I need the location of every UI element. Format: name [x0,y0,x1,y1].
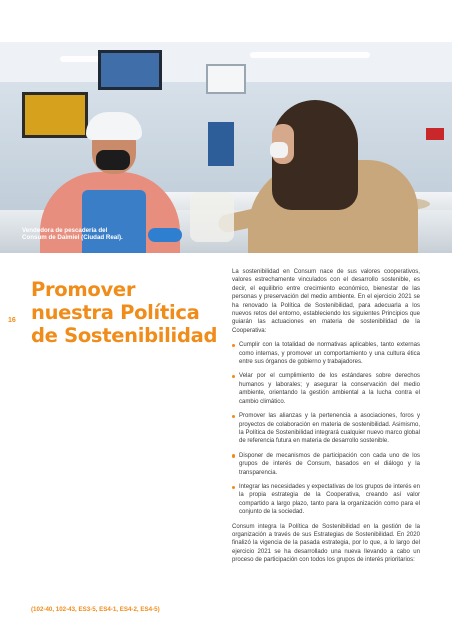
heading-line: Promover [31,278,136,301]
photo-caption: Vendedora de pescadería del Consum de Daimiel (Ciudad Real). [22,227,123,242]
body-column [232,268,420,571]
principle-text: Disponer de mecanismos de participación con cada uno de los grupos de interés de Consum, basados en el diálogo y la transparencia. [239,452,420,476]
ceiling-light [250,52,370,58]
list-item [232,341,420,366]
wall-sign [206,64,246,94]
bullet-icon [232,375,235,378]
worker-mask [96,150,130,170]
principles-list [232,341,420,516]
closing-paragraph: Consum integra la Política de Sostenibilidad en la gestión de la organización a través de sus Estrategias de Sostenibilidad. En 2020 finalizó la vigencia de la pasada estrategia, por lo que, a lo largo del ejercicio 2021 se ha desarrollado una nueva llevando a cabo un proceso de participación con todos los grupos de interés prioritarios: [232,523,420,564]
fish-bag [190,192,234,242]
list-item [232,452,420,477]
bullet-icon [232,415,235,418]
page-number: 16 [8,317,16,324]
gri-references: (102-40, 102-43, ES3-5, ES4-1, ES4-2, ES4-5) [31,606,160,613]
section-heading [31,278,226,347]
bullet-icon [232,344,235,347]
principle-text: Promover las alianzas y la pertenencia a asociaciones, foros y proyectos de colaboración en materia de sostenibilidad. Asimismo, la Política de Sostenibilidad integrará cualquier nuevo marco global de referencia futura en materia de desarrollo sostenible. [239,413,420,445]
heading-line: de Sostenibilidad [31,324,218,347]
worker-apron [82,190,146,253]
list-item [232,483,420,517]
worker-cap [86,112,142,140]
exit-sign [426,128,444,140]
list-item [232,372,420,406]
list-item [232,412,420,446]
price-screen [98,50,162,90]
bullet-icon [232,454,235,457]
heading-line: nuestra Política [31,301,200,324]
bullet-icon [232,486,235,489]
principle-text: Velar por el cumplimiento de los estándares sobre derechos humanos y laborales; y asegurar la conservación del medio ambiente, orientando la gestión ambiental a la lucha contra el cambio climático. [239,373,420,405]
intro-paragraph: La sostenibilidad en Consum nace de sus valores cooperativos, valores estrechamente vinculados con el desarrollo sostenible, es decir, el equilibrio entre crecimiento económico, bienestar de las personas y preservación del medio ambiente. En el ejercicio 2021 se ha renovado la Política de Sostenibilidad, para adecuarla a los nuevos retos del entorno, estableciendo los siguientes Principios que guiarán las actuaciones en materia de sostenibilidad de la Cooperativa: [232,269,420,334]
customer-mask [270,142,288,158]
promo-sign [22,92,88,138]
principle-text: Cumplir con la totalidad de normativas aplicables, tanto externas como internas, y promover un comportamiento y una cultura ética entre sus órganos de gobierno y trabajadores. [239,342,420,366]
pillar-banner [208,122,234,166]
store-photo [0,42,452,253]
glove [148,228,182,242]
principle-text: Integrar las necesidades y expectativas de los grupos de interés en la propia estrategia de la Cooperativa, creando así valor compartido a largo plazo, tanto para la organización como para el conjunto de la sociedad. [239,483,420,516]
